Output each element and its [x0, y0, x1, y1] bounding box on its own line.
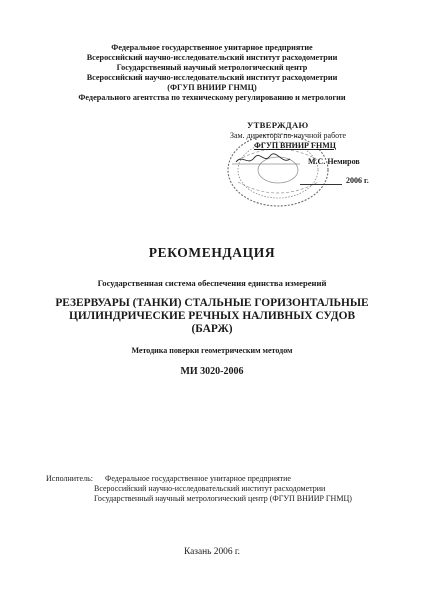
- approval-organization: ФГУП ВНИИР ГНМЦ: [254, 141, 337, 150]
- header-line-5: (ФГУП ВНИИР ГНМЦ): [167, 83, 257, 92]
- signature-icon: [230, 152, 304, 168]
- title-line-3: (БАРЖ): [191, 323, 233, 335]
- executor-line-2: Всероссийский научно-исследовательский институт расходометрии: [94, 484, 326, 493]
- document-type: РЕКОМЕНДАЦИЯ: [148, 245, 276, 260]
- executor-line-3: Государственный научный метрологический центр (ФГУП ВНИИР ГНМЦ): [94, 494, 352, 503]
- document-code: МИ 3020-2006: [180, 366, 244, 377]
- executor-label: Исполнитель:: [46, 474, 93, 483]
- approval-date: 2006 г.: [346, 176, 369, 185]
- approval-title: УТВЕРЖДАЮ: [247, 120, 309, 130]
- date-underline: [300, 184, 342, 185]
- header-line-4: Всероссийский научно-исследовательский институт расходометрии: [86, 73, 338, 82]
- header-line-2: Всероссийский научно-исследовательский институт расходометрии: [86, 53, 338, 62]
- measurement-system: Государственная система обеспечения единства измерений: [97, 278, 327, 288]
- header-line-6: Федерального агентства по техническому регулированию и метрологии: [78, 93, 346, 102]
- header-line-3: Государственный научный метрологический центр: [116, 63, 308, 72]
- city-year: Казань 2006 г.: [183, 547, 240, 557]
- title-line-1: РЕЗЕРВУАРЫ (ТАНКИ) СТАЛЬНЫЕ ГОРИЗОНТАЛЬНЫЕ: [55, 297, 369, 309]
- executor-line-1: Федеральное государственное унитарное предприятие: [105, 474, 291, 483]
- method-subtitle: Методика поверки геометрическим методом: [131, 346, 293, 355]
- title-line-2: ЦИЛИНДРИЧЕСКИЕ РЕЧНЫХ НАЛИВНЫХ СУДОВ: [68, 310, 356, 322]
- header-line-1: Федеральное государственное унитарное предприятие: [111, 43, 313, 52]
- approval-position: Зам. директора по научной работе: [230, 131, 347, 140]
- approval-signatory: М.С. Немиров: [308, 157, 360, 166]
